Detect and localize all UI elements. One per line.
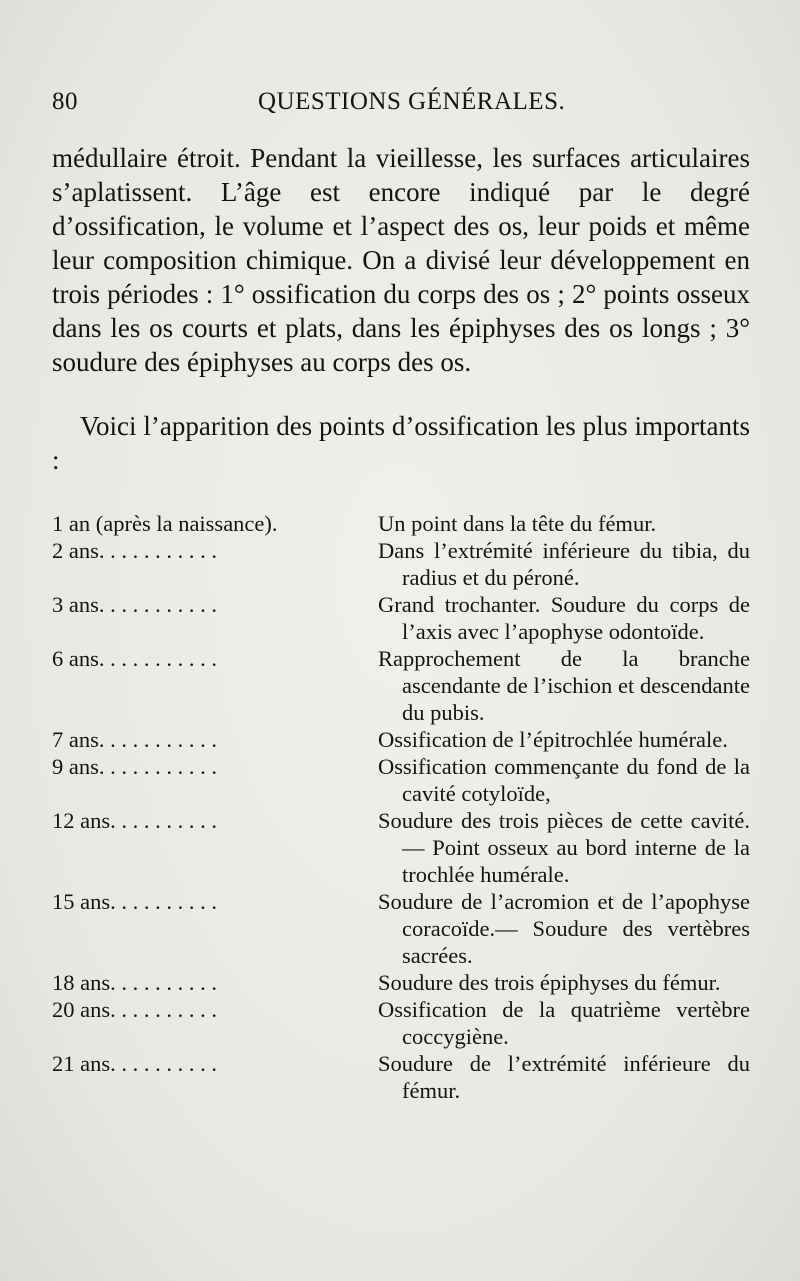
table-row (52, 807, 750, 888)
body-paragraph-1: médullaire étroit. Pendant la vieillesse, les surfaces articulaires s’aplatissent. L’âge est encore indiqué par le degré d’ossification, le volume et l’aspect des os, leur poids et même leur composition chimique. On a divisé leur développement en trois périodes : 1° ossification du corps des os ; 2° points osseux dans les os courts et plats, dans les épiphyses des os longs ; 3° soudure des épiphyses au corps des os. (52, 143, 750, 377)
description-cell: Soudure de l’extrémité inférieure du fémur. (378, 1051, 750, 1103)
description-cell: Soudure de l’acromion et de l’apophyse coracoïde.— Soudure des vertèbres sacrées. (378, 889, 750, 968)
page-header (52, 88, 750, 128)
table-row (52, 969, 750, 996)
table-row (52, 1050, 750, 1104)
table-row (52, 591, 750, 645)
age-cell: 21 ans. . . . . . . . . . (52, 1051, 217, 1076)
description-cell: Un point dans la tête du fémur. (378, 511, 657, 536)
table-row (52, 996, 750, 1050)
age-cell: 12 ans. . . . . . . . . . (52, 808, 217, 833)
age-cell: 9 ans. . . . . . . . . . . (52, 754, 217, 779)
description-cell: Dans l’extrémité inférieure du tibia, du radius et du péroné. (378, 538, 750, 590)
body-paragraph-2: Voici l’apparition des points d’ossification les plus importants : (52, 411, 750, 475)
age-cell: 18 ans. . . . . . . . . . (52, 970, 217, 995)
table-row (52, 510, 750, 537)
description-cell: Rapprochement de la branche ascendante de l’ischion et descendante du pubis. (378, 646, 750, 725)
description-cell: Soudure des trois épiphyses du fémur. (378, 970, 721, 995)
table-row (52, 726, 750, 753)
table-row (52, 537, 750, 591)
age-cell: 1 an (après la naissance). (52, 511, 278, 536)
age-cell: 2 ans. . . . . . . . . . . (52, 538, 217, 563)
ossification-table (52, 510, 750, 1104)
description-cell: Soudure des trois pièces de cette cavité.— Point osseux au bord interne de la trochlée humérale. (378, 808, 750, 887)
description-cell: Ossification de la quatrième vertèbre coccygiène. (378, 997, 750, 1049)
age-cell: 15 ans. . . . . . . . . . (52, 889, 217, 914)
page-number: 80 (52, 88, 78, 115)
running-title: QUESTIONS GÉNÉRALES. (258, 88, 566, 115)
age-cell: 20 ans. . . . . . . . . . (52, 997, 217, 1022)
description-cell: Ossification commençante du fond de la cavité cotyloïde, (378, 754, 750, 806)
table-row (52, 888, 750, 969)
age-cell: 3 ans. . . . . . . . . . . (52, 592, 217, 617)
description-cell: Grand trochanter. Soudure du corps de l’axis avec l’apophyse odontoïde. (378, 592, 750, 644)
table-row (52, 753, 750, 807)
description-cell: Ossification de l’épitrochlée humérale. (378, 727, 728, 752)
age-cell: 7 ans. . . . . . . . . . . (52, 727, 217, 752)
table-row (52, 645, 750, 726)
age-cell: 6 ans. . . . . . . . . . . (52, 646, 217, 671)
